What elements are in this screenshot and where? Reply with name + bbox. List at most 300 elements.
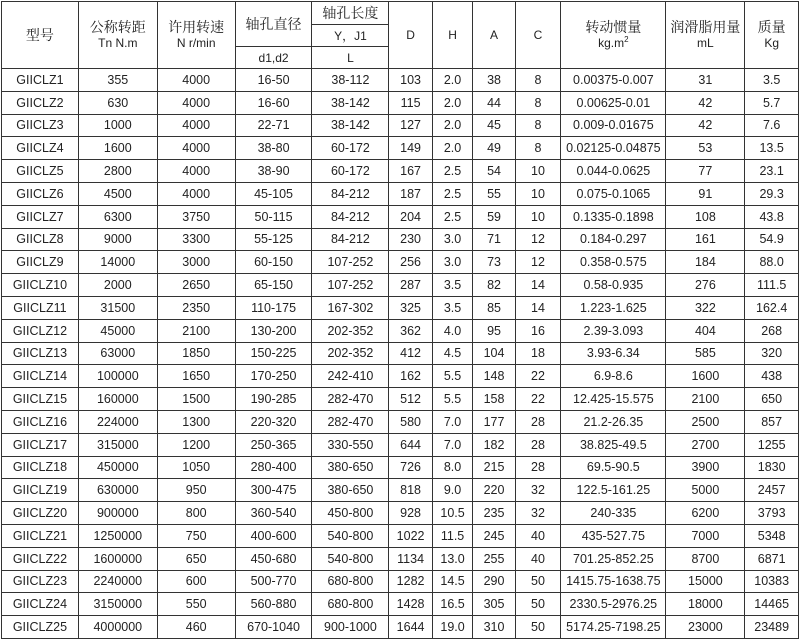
cell-mass: 857: [745, 410, 799, 433]
table-row: [2, 69, 799, 92]
cell-mass: 10383: [745, 570, 799, 593]
cell-bore-length: 380-650: [312, 456, 389, 479]
cell-speed: 4000: [157, 114, 235, 137]
cell-C: 40: [515, 524, 561, 547]
header-D: [389, 2, 432, 69]
cell-H: 3.5: [432, 296, 472, 319]
header-model-label: 型号: [25, 27, 54, 43]
header-C-label: C: [533, 28, 543, 42]
cell-grease: 2500: [666, 410, 745, 433]
cell-mass: 6871: [745, 547, 799, 570]
cell-model: GIICLZ7: [2, 205, 79, 228]
cell-C: 8: [515, 91, 561, 114]
cell-D: 818: [389, 479, 432, 502]
cell-speed: 600: [157, 570, 235, 593]
cell-model: GIICLZ4: [2, 137, 79, 160]
cell-speed: 3000: [157, 251, 235, 274]
header-mass: [745, 2, 799, 69]
cell-D: 1428: [389, 593, 432, 616]
cell-speed: 4000: [157, 160, 235, 183]
table-row: [2, 593, 799, 616]
cell-A: 82: [473, 274, 515, 297]
cell-bore-length: 242-410: [312, 365, 389, 388]
cell-torque: 3150000: [78, 593, 157, 616]
cell-inertia: 0.044-0.0625: [561, 160, 666, 183]
header-bore-length-sub2: [312, 47, 389, 69]
header-inertia-label: 转动惯量: [585, 19, 642, 35]
cell-grease: 404: [666, 319, 745, 342]
cell-inertia: 0.358-0.575: [561, 251, 666, 274]
cell-C: 28: [515, 433, 561, 456]
cell-grease: 322: [666, 296, 745, 319]
cell-model: GIICLZ5: [2, 160, 79, 183]
cell-torque: 9000: [78, 228, 157, 251]
cell-torque: 63000: [78, 342, 157, 365]
cell-grease: 77: [666, 160, 745, 183]
header-torque-unit: Tn N.m: [98, 36, 138, 50]
cell-torque: 224000: [78, 410, 157, 433]
cell-bore-length: 60-172: [312, 137, 389, 160]
cell-C: 22: [515, 388, 561, 411]
cell-model: GIICLZ9: [2, 251, 79, 274]
cell-D: 115: [389, 91, 432, 114]
cell-inertia: 0.00375-0.007: [561, 69, 666, 92]
cell-speed: 1200: [157, 433, 235, 456]
cell-A: 215: [473, 456, 515, 479]
cell-mass: 5348: [745, 524, 799, 547]
inertia-unit-base: kg.m: [598, 36, 625, 50]
cell-grease: 23000: [666, 616, 745, 639]
cell-A: 71: [473, 228, 515, 251]
cell-A: 245: [473, 524, 515, 547]
cell-inertia: 5174.25-7198.25: [561, 616, 666, 639]
cell-mass: 29.3: [745, 182, 799, 205]
cell-model: GIICLZ22: [2, 547, 79, 570]
cell-speed: 4000: [157, 69, 235, 92]
cell-bore-diameter: 130-200: [235, 319, 312, 342]
cell-bore-length: 167-302: [312, 296, 389, 319]
cell-A: 55: [473, 182, 515, 205]
cell-inertia: 0.00625-0.01: [561, 91, 666, 114]
table-row: [2, 570, 799, 593]
cell-D: 167: [389, 160, 432, 183]
cell-inertia: 2.39-3.093: [561, 319, 666, 342]
cell-bore-diameter: 55-125: [235, 228, 312, 251]
cell-C: 10: [515, 182, 561, 205]
cell-torque: 4000000: [78, 616, 157, 639]
cell-H: 3.0: [432, 251, 472, 274]
cell-bore-length: 38-142: [312, 114, 389, 137]
cell-mass: 268: [745, 319, 799, 342]
cell-inertia: 69.5-90.5: [561, 456, 666, 479]
cell-torque: 31500: [78, 296, 157, 319]
header-bore-diameter-label: 轴孔直径: [245, 16, 302, 32]
cell-model: GIICLZ20: [2, 502, 79, 525]
cell-H: 2.0: [432, 69, 472, 92]
table-row: [2, 319, 799, 342]
cell-model: GIICLZ6: [2, 182, 79, 205]
cell-mass: 13.5: [745, 137, 799, 160]
cell-mass: 1830: [745, 456, 799, 479]
cell-H: 5.5: [432, 365, 472, 388]
header-inertia-unit: [561, 36, 665, 51]
cell-model: GIICLZ24: [2, 593, 79, 616]
cell-torque: 1600: [78, 137, 157, 160]
cell-torque: 2240000: [78, 570, 157, 593]
cell-model: GIICLZ19: [2, 479, 79, 502]
cell-bore-length: 900-1000: [312, 616, 389, 639]
cell-A: 158: [473, 388, 515, 411]
cell-torque: 4500: [78, 182, 157, 205]
cell-speed: 1300: [157, 410, 235, 433]
cell-grease: 42: [666, 91, 745, 114]
table-row: [2, 160, 799, 183]
cell-bore-diameter: 150-225: [235, 342, 312, 365]
cell-bore-diameter: 220-320: [235, 410, 312, 433]
cell-grease: 276: [666, 274, 745, 297]
cell-D: 928: [389, 502, 432, 525]
cell-grease: 1600: [666, 365, 745, 388]
cell-bore-diameter: 300-475: [235, 479, 312, 502]
inertia-unit-superscript: 2: [624, 35, 629, 44]
cell-model: GIICLZ15: [2, 388, 79, 411]
cell-bore-diameter: 16-50: [235, 69, 312, 92]
cell-speed: 460: [157, 616, 235, 639]
cell-grease: 31: [666, 69, 745, 92]
cell-grease: 18000: [666, 593, 745, 616]
cell-H: 9.0: [432, 479, 472, 502]
cell-inertia: 21.2-26.35: [561, 410, 666, 433]
cell-model: GIICLZ2: [2, 91, 79, 114]
cell-H: 2.0: [432, 137, 472, 160]
cell-model: GIICLZ18: [2, 456, 79, 479]
cell-A: 44: [473, 91, 515, 114]
cell-H: 2.0: [432, 114, 472, 137]
cell-C: 8: [515, 114, 561, 137]
cell-C: 32: [515, 479, 561, 502]
cell-D: 512: [389, 388, 432, 411]
cell-bore-length: 84-212: [312, 228, 389, 251]
cell-inertia: 38.825-49.5: [561, 433, 666, 456]
cell-A: 290: [473, 570, 515, 593]
cell-mass: 88.0: [745, 251, 799, 274]
cell-speed: 3300: [157, 228, 235, 251]
cell-H: 8.0: [432, 456, 472, 479]
cell-bore-length: 680-800: [312, 570, 389, 593]
cell-C: 8: [515, 137, 561, 160]
cell-inertia: 701.25-852.25: [561, 547, 666, 570]
header-bore-length: [312, 2, 389, 25]
cell-bore-length: 60-172: [312, 160, 389, 183]
table-row: [2, 228, 799, 251]
cell-speed: 1650: [157, 365, 235, 388]
cell-mass: 320: [745, 342, 799, 365]
cell-D: 1644: [389, 616, 432, 639]
cell-C: 22: [515, 365, 561, 388]
cell-C: 12: [515, 251, 561, 274]
cell-inertia: 6.9-8.6: [561, 365, 666, 388]
cell-speed: 4000: [157, 137, 235, 160]
cell-bore-diameter: 50-115: [235, 205, 312, 228]
table-row: [2, 274, 799, 297]
cell-D: 187: [389, 182, 432, 205]
cell-inertia: 3.93-6.34: [561, 342, 666, 365]
cell-bore-length: 107-252: [312, 251, 389, 274]
cell-mass: 43.8: [745, 205, 799, 228]
header-bore-length-sub2-label: L: [347, 50, 354, 65]
header-bore-diameter-sub-label: d1,d2: [258, 50, 289, 65]
cell-bore-diameter: 38-80: [235, 137, 312, 160]
cell-bore-length: 202-352: [312, 319, 389, 342]
cell-grease: 2700: [666, 433, 745, 456]
cell-A: 220: [473, 479, 515, 502]
cell-A: 45: [473, 114, 515, 137]
cell-C: 28: [515, 410, 561, 433]
cell-D: 644: [389, 433, 432, 456]
cell-torque: 630000: [78, 479, 157, 502]
cell-bore-diameter: 400-600: [235, 524, 312, 547]
cell-grease: 8700: [666, 547, 745, 570]
cell-bore-length: 680-800: [312, 593, 389, 616]
table-row: [2, 616, 799, 639]
cell-bore-length: 84-212: [312, 205, 389, 228]
cell-C: 16: [515, 319, 561, 342]
cell-D: 230: [389, 228, 432, 251]
cell-D: 580: [389, 410, 432, 433]
cell-model: GIICLZ12: [2, 319, 79, 342]
cell-torque: 2000: [78, 274, 157, 297]
header-inertia: [561, 2, 666, 69]
header-mass-unit: Kg: [764, 36, 779, 50]
cell-mass: 111.5: [745, 274, 799, 297]
cell-torque: 450000: [78, 456, 157, 479]
cell-mass: 162.4: [745, 296, 799, 319]
cell-D: 1134: [389, 547, 432, 570]
table-row: [2, 251, 799, 274]
header-bore-diameter: [235, 2, 312, 47]
cell-C: 40: [515, 547, 561, 570]
cell-H: 19.0: [432, 616, 472, 639]
cell-C: 10: [515, 205, 561, 228]
cell-C: 10: [515, 160, 561, 183]
cell-torque: 355: [78, 69, 157, 92]
cell-mass: 3.5: [745, 69, 799, 92]
cell-bore-diameter: 110-175: [235, 296, 312, 319]
cell-grease: 53: [666, 137, 745, 160]
cell-C: 14: [515, 274, 561, 297]
cell-grease: 108: [666, 205, 745, 228]
cell-H: 13.0: [432, 547, 472, 570]
cell-C: 50: [515, 570, 561, 593]
header-model: [2, 2, 79, 69]
table-row: [2, 342, 799, 365]
cell-mass: 7.6: [745, 114, 799, 137]
cell-bore-length: 330-550: [312, 433, 389, 456]
header-bore-length-sub1: [312, 25, 389, 47]
table-row: [2, 137, 799, 160]
table-row: [2, 365, 799, 388]
header-speed-unit: N r/min: [176, 36, 216, 50]
cell-A: 177: [473, 410, 515, 433]
table-row: [2, 547, 799, 570]
cell-bore-length: 84-212: [312, 182, 389, 205]
table-row: [2, 479, 799, 502]
cell-C: 18: [515, 342, 561, 365]
cell-model: GIICLZ14: [2, 365, 79, 388]
cell-torque: 100000: [78, 365, 157, 388]
cell-mass: 5.7: [745, 91, 799, 114]
cell-torque: 900000: [78, 502, 157, 525]
cell-A: 38: [473, 69, 515, 92]
cell-speed: 550: [157, 593, 235, 616]
cell-speed: 1500: [157, 388, 235, 411]
cell-A: 54: [473, 160, 515, 183]
cell-torque: 2800: [78, 160, 157, 183]
cell-mass: 1255: [745, 433, 799, 456]
cell-mass: 2457: [745, 479, 799, 502]
cell-bore-length: 107-252: [312, 274, 389, 297]
cell-grease: 2100: [666, 388, 745, 411]
table-row: [2, 456, 799, 479]
cell-inertia: 0.184-0.297: [561, 228, 666, 251]
cell-A: 73: [473, 251, 515, 274]
cell-bore-length: 540-800: [312, 524, 389, 547]
cell-model: GIICLZ10: [2, 274, 79, 297]
cell-torque: 45000: [78, 319, 157, 342]
cell-C: 8: [515, 69, 561, 92]
header-bore-diameter-sub: [235, 47, 312, 69]
cell-inertia: 1.223-1.625: [561, 296, 666, 319]
cell-model: GIICLZ13: [2, 342, 79, 365]
cell-A: 95: [473, 319, 515, 342]
cell-inertia: 0.02125-0.04875: [561, 137, 666, 160]
cell-A: 59: [473, 205, 515, 228]
cell-model: GIICLZ16: [2, 410, 79, 433]
cell-H: 7.0: [432, 410, 472, 433]
header-torque: [78, 2, 157, 69]
cell-model: GIICLZ3: [2, 114, 79, 137]
cell-bore-diameter: 670-1040: [235, 616, 312, 639]
cell-inertia: 0.009-0.01675: [561, 114, 666, 137]
cell-inertia: 122.5-161.25: [561, 479, 666, 502]
table-body: [2, 69, 799, 639]
cell-bore-diameter: 250-365: [235, 433, 312, 456]
cell-inertia: 2330.5-2976.25: [561, 593, 666, 616]
cell-torque: 1600000: [78, 547, 157, 570]
table-row: [2, 114, 799, 137]
cell-mass: 14465: [745, 593, 799, 616]
cell-A: 310: [473, 616, 515, 639]
cell-speed: 2650: [157, 274, 235, 297]
cell-inertia: 0.075-0.1065: [561, 182, 666, 205]
cell-torque: 1250000: [78, 524, 157, 547]
cell-H: 3.5: [432, 274, 472, 297]
cell-bore-length: 38-142: [312, 91, 389, 114]
table-row: [2, 524, 799, 547]
cell-speed: 1850: [157, 342, 235, 365]
cell-speed: 2100: [157, 319, 235, 342]
header-D-label: D: [406, 28, 415, 42]
header-torque-label: 公称转距: [89, 19, 146, 35]
cell-torque: 6300: [78, 205, 157, 228]
cell-D: 103: [389, 69, 432, 92]
cell-bore-length: 282-470: [312, 388, 389, 411]
cell-model: GIICLZ25: [2, 616, 79, 639]
header-bore-length-label: 轴孔长度: [322, 5, 379, 21]
cell-D: 162: [389, 365, 432, 388]
header-mass-label: 质量: [757, 19, 786, 35]
cell-bore-diameter: 360-540: [235, 502, 312, 525]
cell-H: 16.5: [432, 593, 472, 616]
cell-inertia: 1415.75-1638.75: [561, 570, 666, 593]
cell-model: GIICLZ8: [2, 228, 79, 251]
header-grease: [666, 2, 745, 69]
cell-grease: 42: [666, 114, 745, 137]
header-A: [473, 2, 515, 69]
cell-bore-diameter: 450-680: [235, 547, 312, 570]
header-grease-label: 润滑脂用量: [670, 19, 741, 35]
cell-C: 50: [515, 593, 561, 616]
cell-speed: 4000: [157, 182, 235, 205]
cell-torque: 14000: [78, 251, 157, 274]
cell-torque: 315000: [78, 433, 157, 456]
cell-bore-diameter: 22-71: [235, 114, 312, 137]
cell-bore-diameter: 65-150: [235, 274, 312, 297]
cell-A: 255: [473, 547, 515, 570]
cell-C: 12: [515, 228, 561, 251]
table-row: [2, 296, 799, 319]
cell-torque: 1000: [78, 114, 157, 137]
cell-D: 149: [389, 137, 432, 160]
cell-grease: 5000: [666, 479, 745, 502]
cell-bore-length: 202-352: [312, 342, 389, 365]
cell-D: 1022: [389, 524, 432, 547]
cell-C: 50: [515, 616, 561, 639]
cell-A: 104: [473, 342, 515, 365]
header-grease-unit: mL: [697, 36, 714, 50]
cell-H: 4.5: [432, 342, 472, 365]
cell-mass: 3793: [745, 502, 799, 525]
cell-A: 235: [473, 502, 515, 525]
cell-C: 14: [515, 296, 561, 319]
cell-bore-length: 38-112: [312, 69, 389, 92]
cell-D: 256: [389, 251, 432, 274]
cell-H: 10.5: [432, 502, 472, 525]
cell-C: 28: [515, 456, 561, 479]
cell-bore-length: 450-800: [312, 502, 389, 525]
cell-mass: 650: [745, 388, 799, 411]
cell-D: 1282: [389, 570, 432, 593]
cell-A: 85: [473, 296, 515, 319]
header-H: [432, 2, 472, 69]
header-H-label: H: [448, 28, 457, 42]
cell-H: 11.5: [432, 524, 472, 547]
cell-D: 287: [389, 274, 432, 297]
coupling-spec-table: [1, 1, 799, 639]
cell-model: GIICLZ17: [2, 433, 79, 456]
cell-grease: 585: [666, 342, 745, 365]
table-row: [2, 205, 799, 228]
cell-inertia: 435-527.75: [561, 524, 666, 547]
table-row: [2, 502, 799, 525]
cell-H: 2.5: [432, 182, 472, 205]
cell-bore-diameter: 38-90: [235, 160, 312, 183]
cell-H: 2.5: [432, 205, 472, 228]
cell-H: 4.0: [432, 319, 472, 342]
cell-mass: 23.1: [745, 160, 799, 183]
cell-A: 49: [473, 137, 515, 160]
cell-grease: 15000: [666, 570, 745, 593]
